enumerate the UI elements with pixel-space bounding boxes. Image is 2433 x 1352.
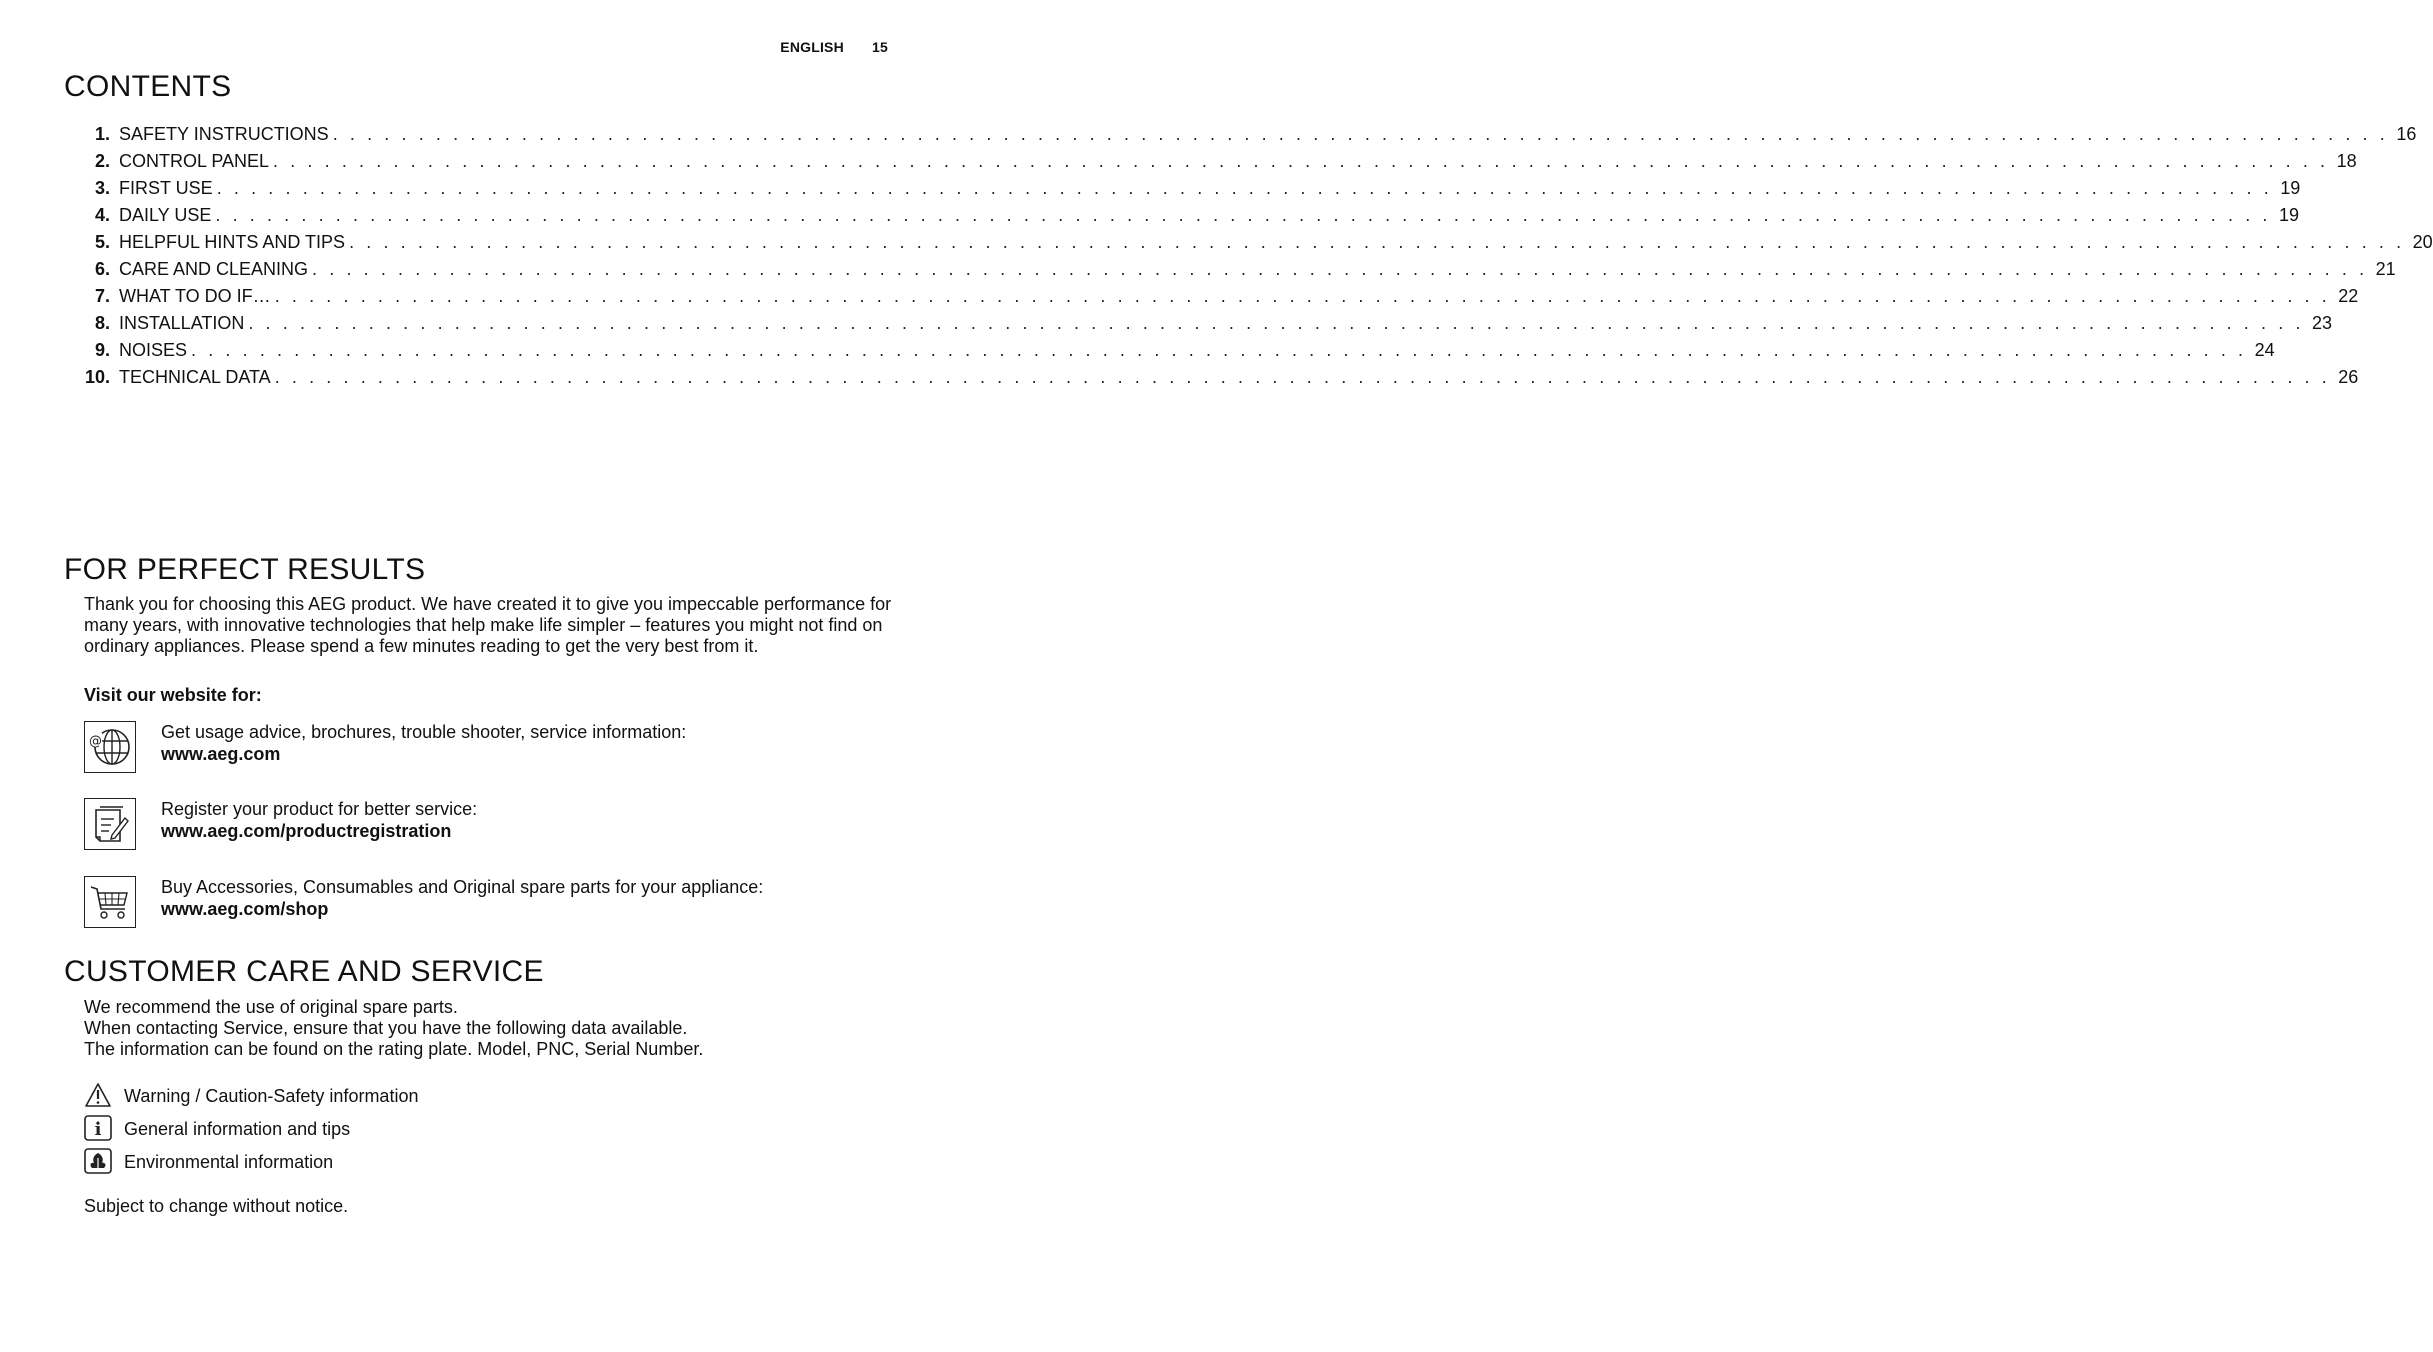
registration-link-text: Register your product for better service: [161,799,478,819]
toc-leader-dots: . . . . . . . . . . . . . . . . . . . . . . . . . . . . . . . . . . . . . . . . . . . . . . . . . . . . . . . . . . . . . . . . . . . . . . . . . . . . . . . . . . . . . . . . . . . . . . . . . . . . . . . . . . . . . . . . . . . . . . . . [274,367,2331,387]
toc-leader-dots: . . . . . . . . . . . . . . . . . . . . . . . . . . . . . . . . . . . . . . . . . . . . . . . . . . . . . . . . . . . . . . . . . . . . . . . . . . . . . . . . . . . . . . . . . . . . . . . . . . . . . . . . . . . . . . . . . . . . . . . . [273,151,2329,171]
toc-entry[interactable] [80,148,2357,175]
toc-leader-dots: . . . . . . . . . . . . . . . . . . . . . . . . . . . . . . . . . . . . . . . . . . . . . . . . . . . . . . . . . . . . . . . . . . . . . . . . . . . . . . . . . . . . . . . . . . . . . . . . . . . . . . . . . . . . . . . . . . . . . . . . [248,313,2304,333]
toc-label: FIRST USE [119,178,213,198]
registration-form-icon [84,798,136,850]
info-symbol-label: General information and tips [124,1119,351,1139]
toc-entry[interactable] [80,256,2396,283]
shopping-cart-icon [84,876,136,928]
toc-entry[interactable] [80,337,2275,364]
table-of-contents [80,121,2433,391]
toc-number: 9. [94,340,110,360]
service-title: CUSTOMER CARE AND SERVICE [64,955,544,988]
warning-symbol-label: Warning / Caution-Safety information [124,1086,419,1106]
environment-symbol-label: Environmental information [124,1152,334,1172]
toc-page-number: 18 [2336,151,2357,171]
toc-label: NOISES [119,340,188,360]
toc-number: 2. [94,151,110,171]
toc-entry[interactable] [80,202,2300,229]
toc-page-number: 16 [2396,124,2417,144]
website-link-url[interactable]: www.aeg.com [161,744,281,764]
toc-label: INSTALLATION [119,313,245,333]
environment-icon [84,1148,112,1174]
toc-label: DAILY USE [119,205,212,225]
svg-text:i: i [94,1119,102,1140]
visit-website-label: Visit our website for: [84,685,262,705]
toc-entry[interactable] [80,229,2433,256]
toc-label: CONTROL PANEL [119,151,270,171]
toc-entry[interactable] [80,364,2359,391]
toc-label: CARE AND CLEANING [119,259,309,279]
toc-label: HELPFUL HINTS AND TIPS [119,232,346,252]
service-line: When contacting Service, ensure that you have the following data available. [84,1018,688,1038]
svg-text:@: @ [89,734,102,749]
toc-page-number: 26 [2338,367,2359,387]
toc-entry[interactable] [80,175,2301,202]
toc-number: 3. [94,178,110,198]
page-number: 15 [872,39,888,55]
toc-leader-dots: . . . . . . . . . . . . . . . . . . . . . . . . . . . . . . . . . . . . . . . . . . . . . . . . . . . . . . . . . . . . . . . . . . . . . . . . . . . . . . . . . . . . . . . . . . . . . . . . . . . . . . . . . . . . . . . . . . . . . . . . [332,124,2389,144]
results-title: FOR PERFECT RESULTS [64,553,426,586]
change-notice: Subject to change without notice. [84,1196,349,1216]
toc-number: 4. [94,205,110,225]
toc-leader-dots: . . . . . . . . . . . . . . . . . . . . . . . . . . . . . . . . . . . . . . . . . . . . . . . . . . . . . . . . . . . . . . . . . . . . . . . . . . . . . . . . . . . . . . . . . . . . . . . . . . . . . . . . . . . . . . . . . . . . . . . . [216,178,2273,198]
toc-entry[interactable] [80,310,2332,337]
shop-link-text: Buy Accessories, Consumables and Original spare parts for your appliance: [161,877,764,897]
results-intro: Thank you for choosing this AEG product. We have created it to give you impeccable performance for many years, with innovative technologies that help make life simpler – features you might not find on ordinary appliances. Please spend a few minutes reading to get the very best from it. [84,594,892,656]
toc-page-number: 23 [2311,313,2332,333]
toc-page-number: 21 [2375,259,2396,279]
registration-link-url[interactable]: www.aeg.com/productregistration [161,821,452,841]
toc-entry[interactable] [80,121,2417,148]
toc-leader-dots: . . . . . . . . . . . . . . . . . . . . . . . . . . . . . . . . . . . . . . . . . . . . . . . . . . . . . . . . . . . . . . . . . . . . . . . . . . . . . . . . . . . . . . . . . . . . . . . . . . . . . . . . . . . . . . . . . . . . . . . . [274,286,2331,306]
toc-number: 1. [94,124,110,144]
service-text [84,997,899,1060]
toc-number: 6. [94,259,110,279]
toc-leader-dots: . . . . . . . . . . . . . . . . . . . . . . . . . . . . . . . . . . . . . . . . . . . . . . . . . . . . . . . . . . . . . . . . . . . . . . . . . . . . . . . . . . . . . . . . . . . . . . . . . . . . . . . . . . . . . . . . . . . . . . . . [312,259,2368,279]
page-header [780,39,888,55]
globe-at-icon [84,721,136,773]
contents-title: CONTENTS [64,70,232,103]
info-icon [84,1115,112,1141]
service-line: We recommend the use of original spare parts. [84,997,458,1017]
toc-number: 8. [94,313,110,333]
language-label: ENGLISH [780,39,844,55]
toc-leader-dots: . . . . . . . . . . . . . . . . . . . . . . . . . . . . . . . . . . . . . . . . . . . . . . . . . . . . . . . . . . . . . . . . . . . . . . . . . . . . . . . . . . . . . . . . . . . . . . . . . . . . . . . . . . . . . . . . . . . . . . . . [349,232,2405,252]
toc-page-number: 24 [2254,340,2275,360]
toc-leader-dots: . . . . . . . . . . . . . . . . . . . . . . . . . . . . . . . . . . . . . . . . . . . . . . . . . . . . . . . . . . . . . . . . . . . . . . . . . . . . . . . . . . . . . . . . . . . . . . . . . . . . . . . . . . . . . . . . . . . . . . . . [215,205,2272,225]
toc-page-number: 22 [2338,286,2359,306]
toc-leader-dots: . . . . . . . . . . . . . . . . . . . . . . . . . . . . . . . . . . . . . . . . . . . . . . . . . . . . . . . . . . . . . . . . . . . . . . . . . . . . . . . . . . . . . . . . . . . . . . . . . . . . . . . . . . . . . . . . . . . . . . . . [191,340,2247,360]
service-line: The information can be found on the rating plate. Model, PNC, Serial Number. [84,1039,704,1059]
toc-entry[interactable] [80,283,2359,310]
shop-link-url[interactable]: www.aeg.com/shop [161,899,329,919]
toc-page-number: 20 [2412,232,2433,252]
warning-triangle-icon [84,1082,112,1108]
toc-label: SAFETY INSTRUCTIONS [119,124,329,144]
toc-number: 7. [94,286,110,306]
toc-number: 10. [84,367,110,387]
toc-page-number: 19 [2278,205,2300,225]
toc-number: 5. [94,232,110,252]
website-link-text: Get usage advice, brochures, trouble shooter, service information: [161,722,687,742]
toc-label: WHAT TO DO IF… [119,286,271,306]
toc-label: TECHNICAL DATA [119,367,271,387]
toc-page-number: 19 [2280,178,2301,198]
